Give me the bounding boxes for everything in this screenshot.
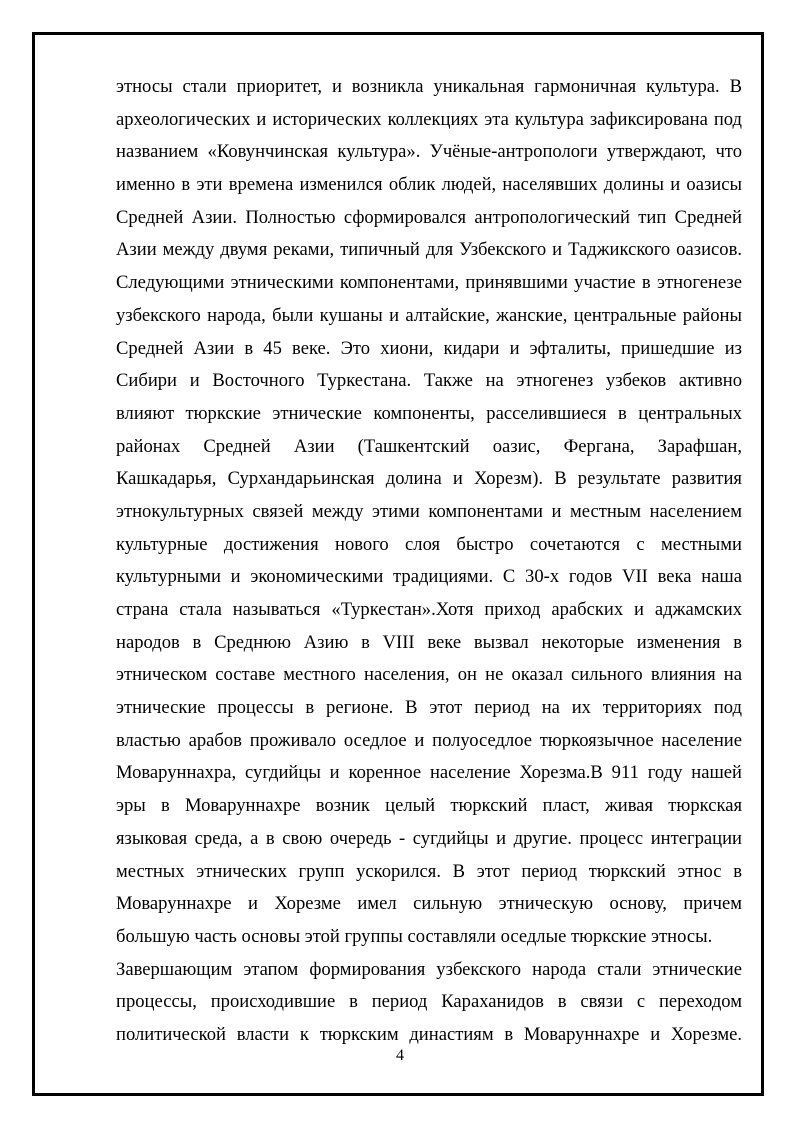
text-line: Кашкадарья, Сурхандарьинская долина и Хорезм). В результате развития (116, 468, 742, 490)
text-line: Средней Азии. Полностью сформировался антропологический тип Средней (116, 206, 742, 228)
text-line: влияют тюркские этнические компоненты, расселившиеся в центральных (116, 402, 742, 424)
text-line: властью арабов проживало оседлое и полуоседлое тюркоязычное население (116, 729, 742, 751)
text-line: узбекского народа, были кушаны и алтайские, жанские, центральные районы (116, 304, 742, 326)
text-line: этносы стали приоритет, и возникла уникальная гармоничная культура. В (116, 76, 742, 97)
text-line: Моваруннахра, сугдийцы и коренное население Хорезма.В 911 году нашей (116, 762, 742, 784)
text-line: этническом составе местного населения, он не оказал сильного влияния на (116, 664, 742, 686)
text-line: районах Средней Азии (Ташкентский оазис, Фергана, Зарафшан, (116, 435, 742, 457)
text-line: местных этнических групп ускорился. В этот период тюркский этнос в (116, 860, 742, 882)
body-text (116, 71, 742, 1052)
text-line: культурными и экономическими традициями. С 30-х годов VII века наша (116, 566, 742, 588)
text-line: названием «Ковунчинская культура». Учёные-антропологи утверждают, что (116, 141, 742, 163)
text-line: политической власти к тюркским династиям в Моваруннахре и Хорезме. (116, 1023, 742, 1045)
text-line: языковая среда, а в свою очередь - сугдийцы и другие. процесс интеграции (116, 827, 742, 849)
text-line: Следующими этническими компонентами, принявшими участие в этногенезе (116, 272, 742, 294)
text-line: страна стала называться «Туркестан».Хотя приход арабских и аджамских (116, 599, 742, 620)
text-line: Азии между двумя реками, типичный для Узбекского и Таджикского оазисов. (116, 239, 742, 261)
page-number: 4 (396, 1047, 404, 1064)
text-line: народов в Среднюю Азию в VIII веке вызвал некоторые изменения в (116, 631, 742, 653)
text-line: Средней Азии в 45 веке. Это хиони, кидари и эфталиты, пришедшие из (116, 337, 742, 359)
text-line: Сибири и Восточного Туркестана. Также на этногенез узбеков активно (116, 370, 742, 392)
text-line: большую часть основы этой группы составляли оседлые тюркские этносы. (116, 925, 713, 947)
text-line: этнические процессы в регионе. В этот период на их территориях под (116, 697, 742, 719)
text-line: Моваруннахре и Хорезме имел сильную этническую основу, причем (116, 893, 742, 915)
text-line: Завершающим этапом формирования узбекского народа стали этнические (116, 958, 742, 980)
text-line: процессы, происходившие в период Караханидов в связи с переходом (116, 991, 742, 1013)
text-line: этнокультурных связей между этими компонентами и местным населением (116, 500, 742, 522)
text-line: культурные достижения нового слоя быстро сочетаются с местными (116, 533, 742, 555)
text-line: именно в эти времена изменился облик людей, населявших долины и оазисы (116, 174, 742, 196)
text-line: археологических и исторических коллекциях эта культура зафиксирована под (116, 108, 742, 130)
text-line: эры в Моваруннахре возник целый тюркский пласт, живая тюркская (116, 795, 742, 817)
